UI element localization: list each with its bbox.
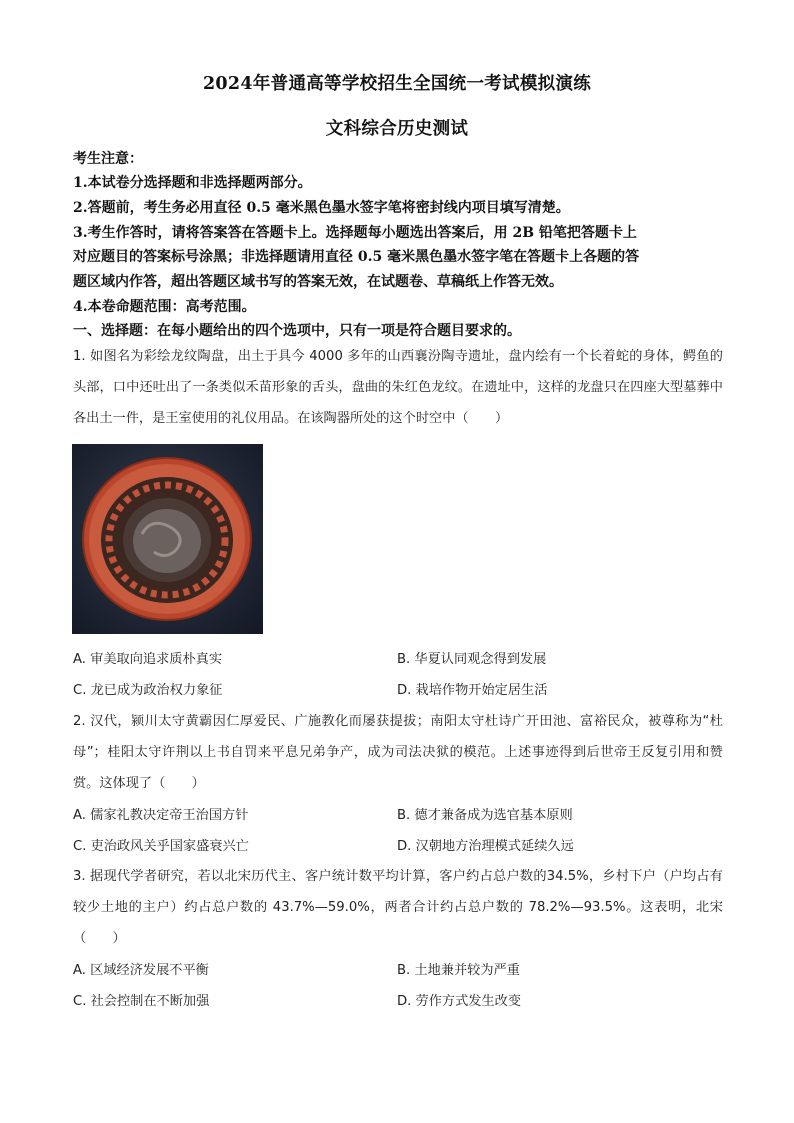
option-2A[interactable]: A. 儒家礼教决定帝王治国方针	[73, 808, 249, 823]
option-2C[interactable]: C. 吏治政风关乎国家盛衰兴亡	[73, 839, 249, 854]
notice-item: 4.本卷命题范围：高考范围。	[73, 299, 256, 315]
option-2B[interactable]: B. 德才兼备成为选官基本原则	[397, 808, 573, 823]
question-stem-1: 1. 如图名为彩绘龙纹陶盘，出土于具今 4000 多年的山西襄汾陶寺遗址，盘内绘有一个长着蛇的身体，鳄鱼的头部，口中还吐出了一条类似禾苗形象的舌头，盘曲的朱红色龙纹。在遗址中，这样的龙盘只在四座大型墓葬中各出土一件，是王室使用的礼仪用品。在该陶器所处的这个时空中（ ）	[73, 349, 723, 426]
option-3C[interactable]: C. 社会控制在不断加强	[73, 994, 210, 1009]
option-2D[interactable]: D. 汉朝地方治理模式延续久远	[397, 839, 574, 854]
option-1C[interactable]: C. 龙已成为政治权力象征	[73, 683, 223, 698]
notice-item: 2.答题前，考生务必用直径 0.5 毫米黑色墨水签字笔将密封线内项目填写清楚。	[73, 200, 570, 216]
notice-item: 对应题目的答案标号涂黑；非选择题请用直径 0.5 毫米黑色墨水签字笔在答题卡上各题的答	[73, 249, 640, 265]
question-stem-3: 3. 据现代学者研究，若以北宋历代主、客户统计数平均计算，客户约占总户数的34.5%，乡村下户（户均占有较少土地的主户）约占总户数的 43.7%—59.0%，两者合计约占总户数的 78.2%—93.5%。这表明，北宋（ ）	[73, 869, 723, 946]
notice-item: 题区域内作答，超出答题区域书写的答案无效，在试题卷、草稿纸上作答无效。	[73, 274, 563, 290]
option-3D[interactable]: D. 劳作方式发生改变	[397, 994, 522, 1009]
question-stem-2: 2. 汉代，颍川太守黄霸因仁厚爱民、广施教化而屡获提拔；南阳太守杜诗广开田池、富裕民众，被尊称为“杜母”；桂阳太守许荆以上书自罚来平息兄弟争产，成为司法决狱的模范。上述事迹得到后世帝王反复引用和赞赏。这体现了（ ）	[73, 714, 723, 791]
section-heading: 一、选择题：在每小题给出的四个选项中，只有一项是符合题目要求的。	[73, 323, 521, 339]
notice-item: 3.考生作答时，请将答案答在答题卡上。选择题每小题选出答案后，用 2B 铅笔把答题卡上	[73, 225, 637, 241]
option-1B[interactable]: B. 华夏认同观念得到发展	[397, 652, 547, 667]
dragon-plate-photo	[72, 444, 263, 634]
notice-item: 1.本试卷分选择题和非选择题两部分。	[73, 175, 312, 191]
notice-heading: 考生注意：	[73, 151, 143, 167]
option-3B[interactable]: B. 土地兼并较为严重	[397, 963, 520, 978]
option-1A[interactable]: A. 审美取向追求质朴真实	[73, 652, 223, 667]
exam-title: 2024年普通高等学校招生全国统一考试模拟演练	[202, 74, 592, 94]
option-3A[interactable]: A. 区域经济发展不平衡	[73, 963, 209, 978]
exam-subtitle: 文科综合历史测试	[325, 119, 469, 139]
dragon-plate-image	[72, 444, 263, 634]
option-1D[interactable]: D. 栽培作物开始定居生活	[397, 683, 548, 698]
